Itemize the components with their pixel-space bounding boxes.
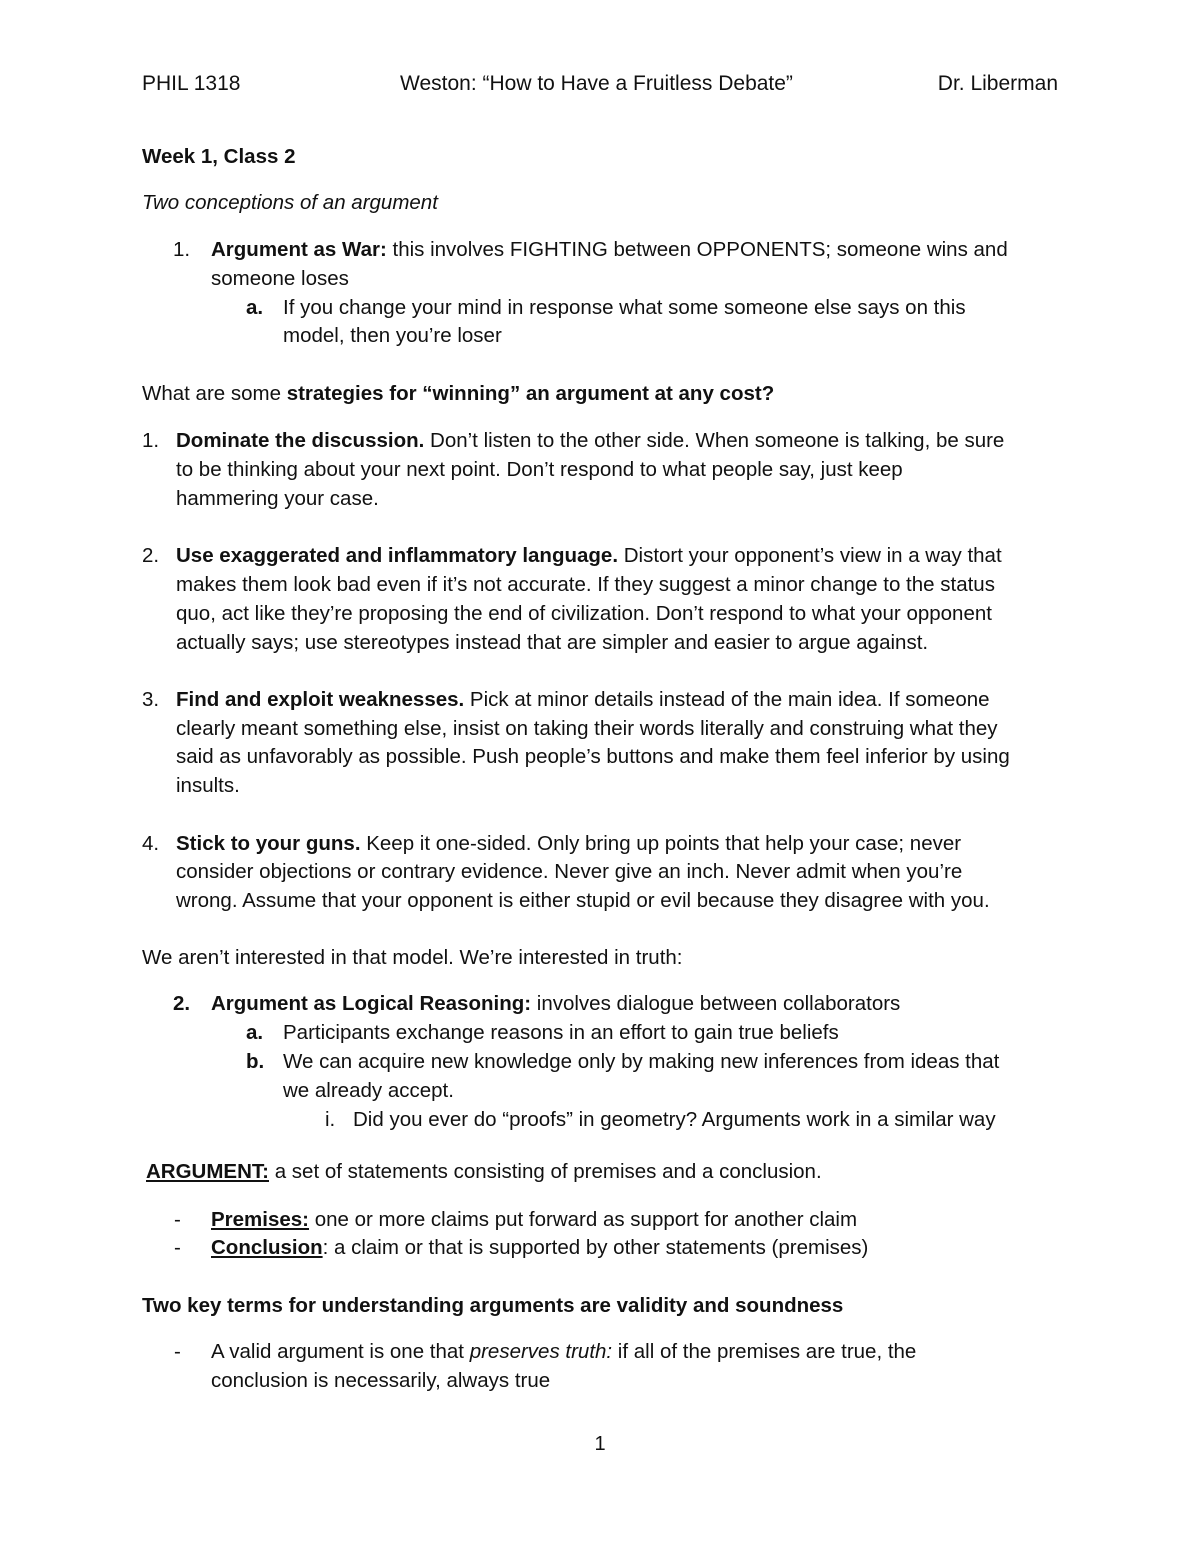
- truth-line: We aren’t interested in that model. We’re interested in truth:: [142, 946, 683, 969]
- strategies-question: What are some strategies for “winning” an argument at any cost?: [142, 382, 775, 405]
- strategy-4-line-3: wrong. Assume that your opponent is either stupid or evil because they disagree with you.: [176, 889, 990, 912]
- strategy-3-line-3: said as unfavorably as possible. Push people’s buttons and make them feel inferior by using: [176, 745, 1010, 768]
- strategy-1-line-2: to be thinking about your next point. Don’t respond to what people say, just keep: [176, 458, 903, 481]
- conclusion-dash: -: [174, 1236, 181, 1259]
- instructor-name: Dr. Liberman: [937, 72, 1058, 95]
- strategy-3-number: 3.: [142, 688, 160, 711]
- week-heading: Week 1, Class 2: [142, 145, 296, 168]
- strategy-3-line-4: insults.: [176, 774, 240, 797]
- valid-line-2: conclusion is necessarily, always true: [211, 1369, 551, 1392]
- valid-dash: -: [174, 1340, 181, 1363]
- strategy-2-line-3: quo, act like they’re proposing the end of civilization. Don’t respond to what your opponent: [176, 602, 992, 625]
- strategy-1-line-1: Dominate the discussion. Don’t listen to the other side. When someone is talking, be sure: [176, 429, 1005, 452]
- strategy-1-number: 1.: [142, 429, 160, 452]
- page-header: [142, 72, 1058, 102]
- page-number: 1: [594, 1433, 606, 1455]
- war-sub-letter: a.: [246, 296, 264, 319]
- strategy-3-line-1: Find and exploit weaknesses. Pick at minor details instead of the main idea. If someone: [176, 688, 990, 711]
- strategy-4-line-1: Stick to your guns. Keep it one-sided. Only bring up points that help your case; never: [176, 832, 962, 855]
- logic-b-line-2: we already accept.: [283, 1079, 454, 1102]
- logic-line: Argument as Logical Reasoning: involves dialogue between collaborators: [211, 992, 901, 1015]
- war-sub-line-2: model, then you’re loser: [283, 324, 502, 347]
- logic-i-text: Did you ever do “proofs” in geometry? Arguments work in a similar way: [353, 1108, 996, 1131]
- logic-number: 2.: [173, 992, 191, 1015]
- strategy-2-line-1: Use exaggerated and inflammatory language. Distort your opponent’s view in a way that: [176, 544, 1002, 567]
- logic-a-letter: a.: [246, 1021, 264, 1044]
- conclusion-definition: Conclusion: a claim or that is supported by other statements (premises): [211, 1236, 869, 1259]
- document-title: Weston: “How to Have a Fruitless Debate”: [400, 72, 793, 95]
- war-line-1: Argument as War: this involves FIGHTING between OPPONENTS; someone wins and: [211, 238, 1008, 261]
- argument-definition: ARGUMENT: a set of statements consisting of premises and a conclusion.: [146, 1160, 822, 1183]
- strategy-2-line-4: actually says; use stereotypes instead that are simpler and easier to argue against.: [176, 631, 929, 654]
- premises-definition: Premises: one or more claims put forward as support for another claim: [211, 1208, 858, 1231]
- strategy-4-number: 4.: [142, 832, 160, 855]
- war-line-2: someone loses: [211, 267, 349, 290]
- strategy-1-line-3: hammering your case.: [176, 487, 379, 510]
- war-number: 1.: [173, 238, 191, 261]
- strategy-4-line-2: consider objections or contrary evidence. Never give an inch. Never admit when you’re: [176, 860, 963, 883]
- premises-dash: -: [174, 1208, 181, 1231]
- logic-i-letter: i.: [325, 1108, 336, 1131]
- strategy-2-line-2: makes them look bad even if it’s not accurate. If they suggest a minor change to the status: [176, 573, 995, 596]
- key-terms-heading: Two key terms for understanding arguments are validity and soundness: [142, 1294, 844, 1317]
- course-code: PHIL 1318: [142, 72, 241, 95]
- logic-b-letter: b.: [246, 1050, 265, 1073]
- valid-line-1: A valid argument is one that preserves truth: if all of the premises are true, the: [211, 1340, 917, 1363]
- war-sub-line-1: If you change your mind in response what some someone else says on this: [283, 296, 966, 319]
- logic-a-text: Participants exchange reasons in an effort to gain true beliefs: [283, 1021, 839, 1044]
- strategy-2-number: 2.: [142, 544, 160, 567]
- conceptions-heading: Two conceptions of an argument: [142, 191, 438, 214]
- strategy-3-line-2: clearly meant something else, insist on taking their words literally and construing what they: [176, 717, 998, 740]
- logic-b-line-1: We can acquire new knowledge only by making new inferences from ideas that: [283, 1050, 1000, 1073]
